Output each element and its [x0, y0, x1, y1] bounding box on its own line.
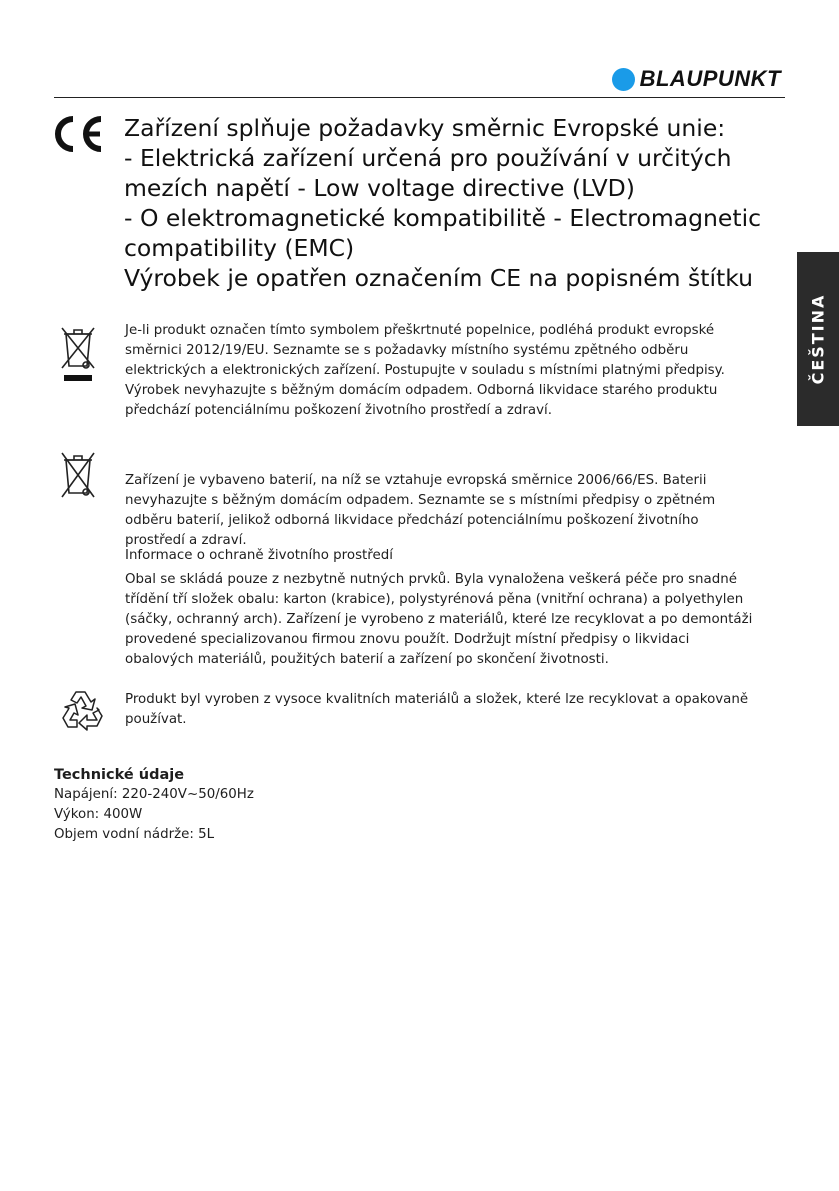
- technical-data-line: Objem vodní nádrže: 5L: [54, 827, 215, 842]
- technical-data: [54, 765, 254, 845]
- weee-line: Výrobek nevyhazujte s běžným domácím odpadem. Odborná likvidace starého produktu: [125, 383, 718, 398]
- brand-name: BLAUPUNKT: [639, 66, 781, 91]
- battery-line: nevyhazujte s běžným domácím odpadem. Seznamte se s místními předpisy o zpětném: [125, 493, 716, 508]
- technical-data-line: Výkon: 400W: [54, 807, 143, 822]
- battery-line: odběru baterií, jelikož odborná likvidace předchází potenciálnímu poškození životního: [125, 513, 699, 528]
- technical-data-title: Technické údaje: [54, 767, 185, 783]
- ce-declaration: [124, 113, 804, 293]
- ce-line: Výrobek je opatřen označením CE na popisném štítku: [124, 264, 754, 292]
- environment-line: (sáčky, ochranný arch). Zařízení je vyrobeno z materiálů, které lze recyklovat a po demontáži: [125, 612, 753, 627]
- recycle-paragraph: [125, 690, 790, 730]
- language-tab-label: ČEŠTINA: [808, 293, 828, 385]
- ce-mark-icon: [52, 114, 106, 154]
- recycle-line: používat.: [125, 712, 187, 727]
- technical-data-line: Napájení: 220-240V~50/60Hz: [54, 787, 254, 802]
- weee-line: Je-li produkt označen tímto symbolem přeškrtnuté popelnice, podléhá produkt evropské: [125, 323, 715, 338]
- ce-line: compatibility (EMC): [124, 234, 355, 262]
- environment-paragraph: [125, 546, 790, 670]
- battery-line: Zařízení je vybaveno baterií, na níž se vztahuje evropská směrnice 2006/66/ES. Baterii: [125, 473, 707, 488]
- battery-paragraph: [125, 471, 790, 551]
- crossed-bin-icon: [56, 449, 100, 501]
- environment-line: provedené specializovanou firmou znovu použít. Dodržujt místní předpisy o likvidaci: [125, 632, 690, 647]
- environment-heading: Informace o ochraně životního prostředí: [125, 548, 393, 563]
- weee-line: směrnici 2012/19/EU. Seznamte se s požadavky místního systému zpětného odběru: [125, 343, 689, 358]
- weee-line: předchází potenciálnímu poškození životního prostředí a zdraví.: [125, 403, 552, 418]
- ce-line: mezích napětí - Low voltage directive (LVD): [124, 174, 635, 202]
- crossed-bin-icon: [56, 322, 100, 384]
- battery-line: prostředí a zdraví.: [125, 533, 247, 548]
- header-divider: [54, 97, 785, 98]
- environment-line: obalových materiálů, použitých baterií a zařízení po skončení životnosti.: [125, 652, 609, 667]
- ce-line: Zařízení splňuje požadavky směrnic Evropské unie:: [124, 114, 726, 142]
- recycle-line: Produkt byl vyroben z vysoce kvalitních materiálů a složek, které lze recyklovat a opakovaně: [125, 692, 749, 707]
- ce-line: - Elektrická zařízení určená pro používání v určitých: [124, 144, 732, 172]
- brand-logo: [612, 66, 781, 92]
- environment-line: třídění tří složek obalu: karton (krabice), polystyrénová pěna (vnitřní ochrana) a polyethylen: [125, 592, 744, 607]
- ce-line: - O elektromagnetické kompatibilitě - Electromagnetic: [124, 204, 762, 232]
- brand-dot-icon: [612, 68, 635, 91]
- language-tab: [797, 252, 839, 426]
- weee-paragraph: [125, 321, 790, 421]
- environment-line: Obal se skládá pouze z nezbytně nutných prvků. Byla vynaložena veškerá péče pro snadné: [125, 572, 737, 587]
- weee-line: elektrických a elektronických zařízení. Postupujte v souladu s místními platnými předpisy.: [125, 363, 725, 378]
- recycle-icon: [59, 686, 107, 734]
